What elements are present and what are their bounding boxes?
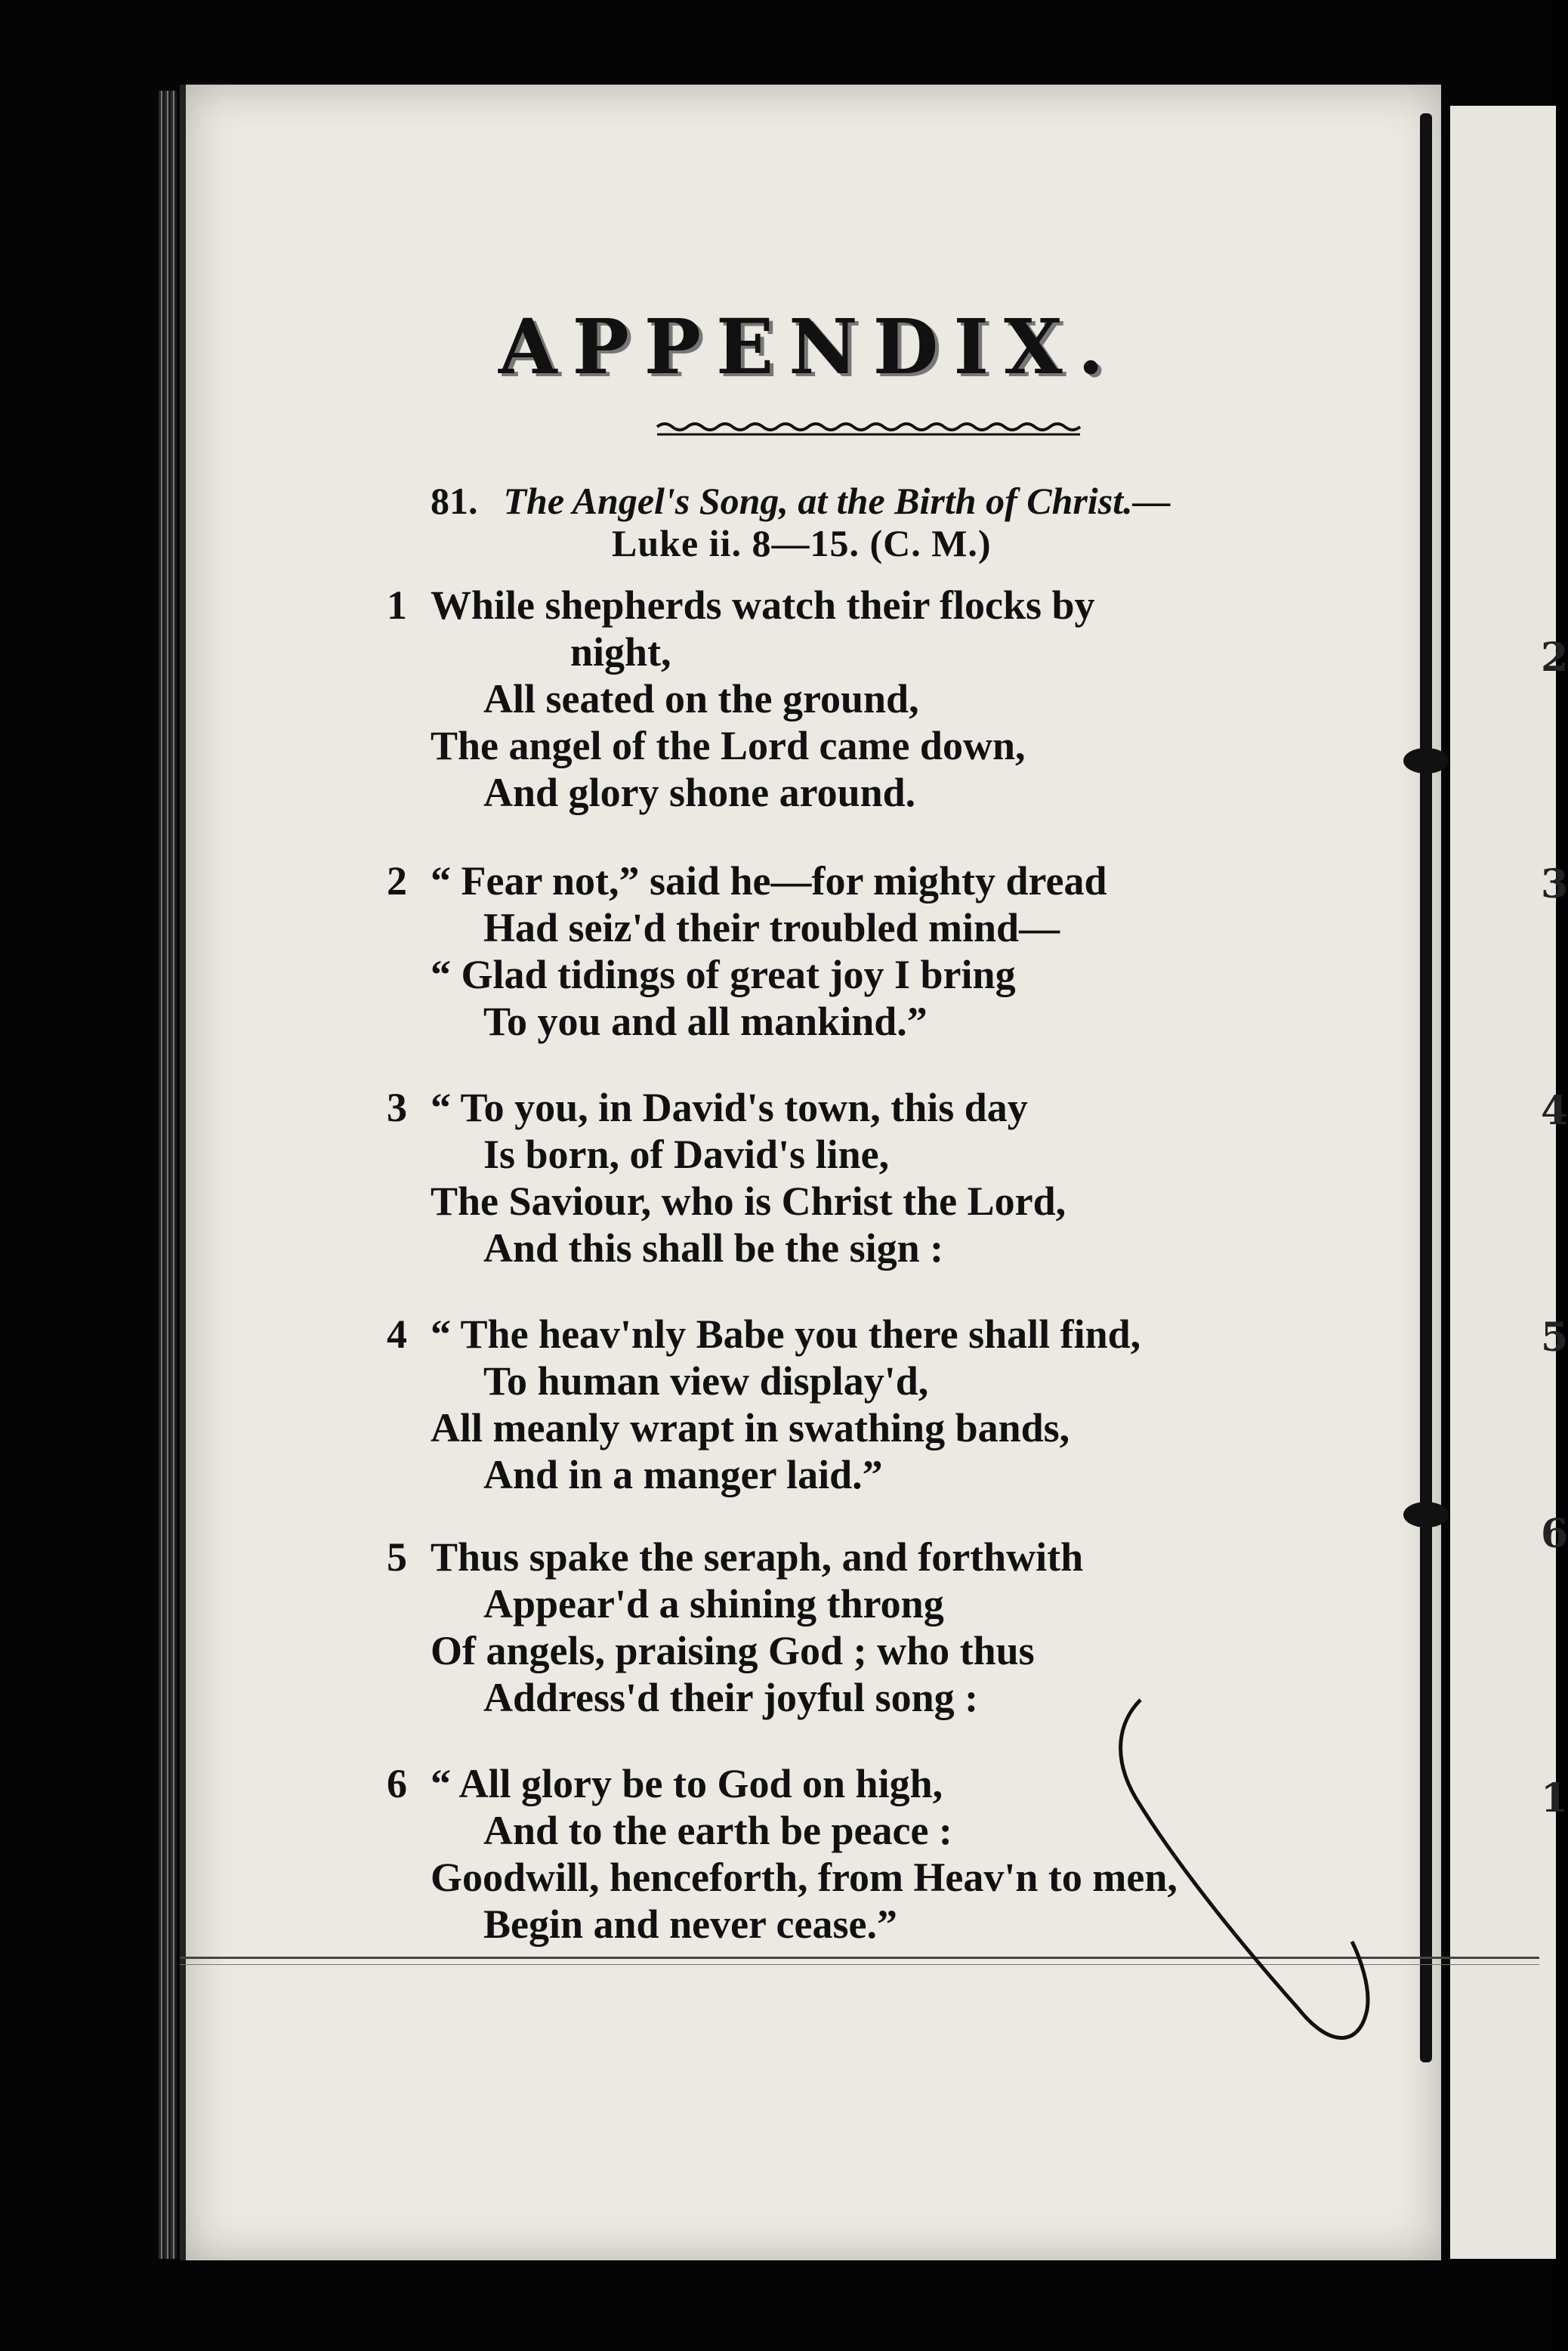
stanza-line: And in a manger laid.” — [483, 1452, 883, 1497]
stanza-2 — [378, 857, 1284, 1045]
gutter-line — [1420, 113, 1432, 2062]
stanza-line: “ Fear not,” said he—for mighty dread — [431, 858, 1107, 904]
stanza-line: And this shall be the sign : — [483, 1225, 944, 1271]
facing-page-number: 4 — [1541, 1088, 1568, 1134]
stanza-line: The angel of the Lord came down, — [431, 723, 1026, 768]
gutter-knot — [1403, 748, 1449, 774]
stanza-line: Is born, of David's line, — [483, 1132, 890, 1177]
facing-page-strip — [1450, 106, 1556, 2259]
stanza-number: 4 — [387, 1311, 407, 1357]
facing-page-number: 2 — [1541, 635, 1568, 681]
ornamental-wavy-rule — [657, 419, 1080, 437]
stanza-line: night, — [570, 629, 671, 675]
stanza-line: “ To you, in David's town, this day — [431, 1085, 1028, 1130]
appendix-title: APPENDIX. — [498, 302, 1119, 391]
gutter-knot — [1403, 1502, 1449, 1528]
stanza-line: To human view display'd, — [483, 1358, 929, 1404]
stanza-line: Appear'd a shining throng — [483, 1581, 944, 1627]
hymn-heading — [431, 480, 1337, 564]
stanza-line: Begin and never cease.” — [483, 1901, 897, 1947]
stanza-4 — [378, 1311, 1284, 1498]
stanza-line: “ The heav'nly Babe you there shall find, — [431, 1311, 1141, 1357]
stanza-line: And to the earth be peace : — [483, 1808, 952, 1853]
stanza-line: And glory shone around. — [483, 770, 916, 815]
stanza-line: The Saviour, who is Christ the Lord, — [431, 1179, 1066, 1224]
facing-page-number: 3 — [1541, 861, 1568, 907]
stanza-3 — [378, 1084, 1284, 1271]
book-page-edges — [159, 91, 177, 2259]
stanza-line: Had seiz'd their troubled mind— — [483, 905, 1060, 950]
stanza-number: 5 — [387, 1534, 407, 1580]
stanza-line: Goodwill, henceforth, from Heav'n to men, — [431, 1855, 1178, 1900]
facing-page-number: 5 — [1541, 1315, 1568, 1361]
hymn-reference: Luke ii. 8—15. (C. M.) — [612, 522, 992, 564]
handwritten-pen-mark — [1110, 1692, 1382, 2055]
facing-page-number: 6 — [1541, 1511, 1568, 1557]
facing-page-number: 1 — [1541, 1775, 1568, 1821]
stanza-line: Thus spake the seraph, and forthwith — [431, 1534, 1084, 1580]
hymn-number: 81. — [431, 480, 478, 522]
stanza-line: Of angels, praising God ; who thus — [431, 1628, 1035, 1673]
stanza-line: All seated on the ground, — [483, 676, 919, 721]
stanza-line: “ Glad tidings of great joy I bring — [431, 952, 1016, 997]
stanza-1 — [378, 582, 1284, 816]
stanza-line: All meanly wrapt in swathing bands, — [431, 1405, 1070, 1450]
stanza-line: Address'd their joyful song : — [483, 1675, 979, 1720]
stanza-line: “ All glory be to God on high, — [431, 1761, 943, 1806]
stanza-number: 6 — [387, 1761, 407, 1806]
stanza-number: 2 — [387, 858, 407, 904]
stanza-line: To you and all mankind.” — [483, 999, 928, 1044]
stanza-line: While shepherds watch their flocks by — [431, 582, 1095, 628]
hymn-title: The Angel's Song, at the Birth of Christ.— — [503, 480, 1171, 522]
stanza-number: 1 — [387, 582, 407, 628]
stanza-number: 3 — [387, 1085, 407, 1130]
